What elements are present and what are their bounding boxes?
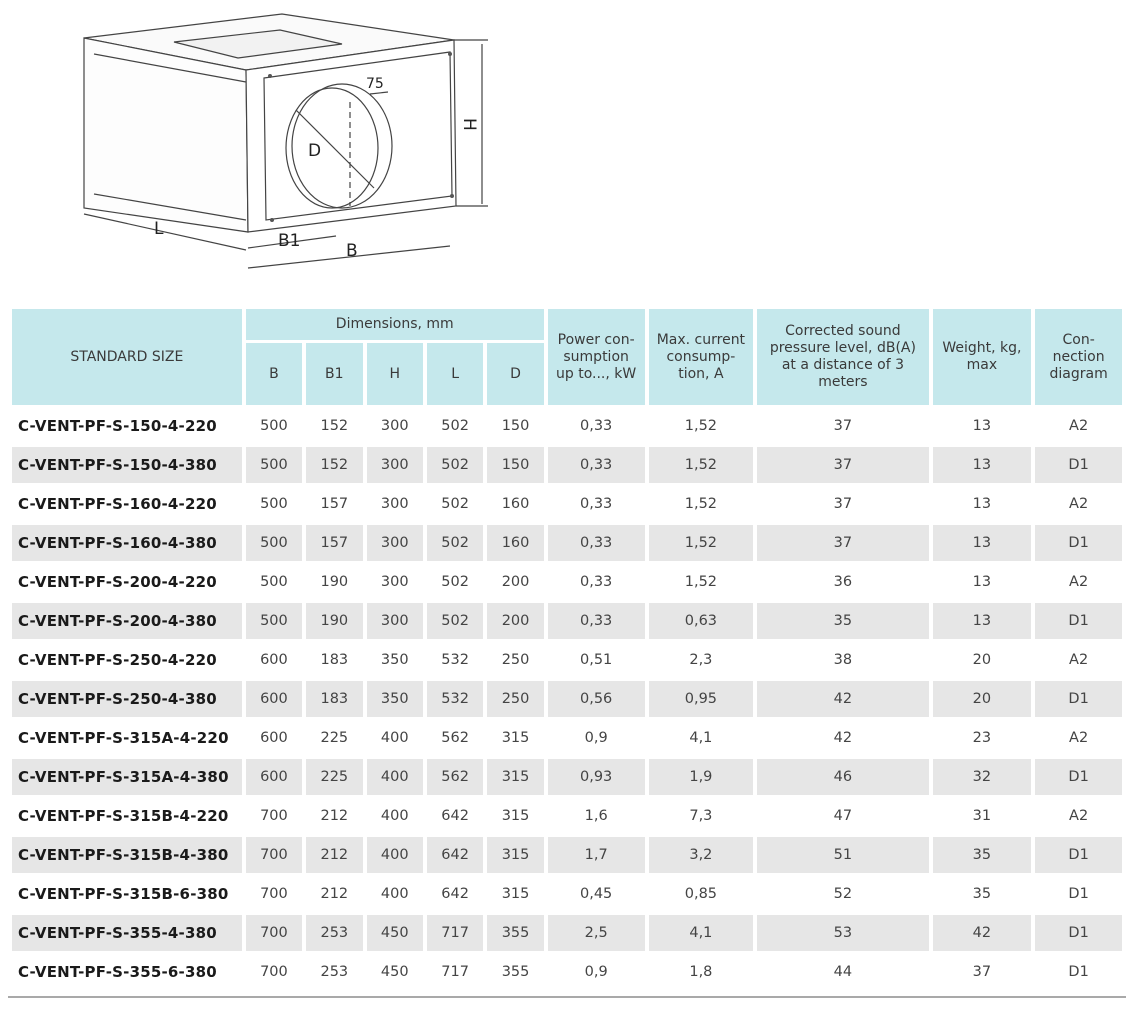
cell-power: 0,33 <box>548 486 645 522</box>
cell-power: 0,33 <box>548 447 645 483</box>
cell-name: C-VENT-PF-S-355-4-380 <box>12 915 242 951</box>
cell-h: 300 <box>367 486 423 522</box>
cell-weight: 13 <box>933 486 1032 522</box>
cell-d: 355 <box>487 954 543 990</box>
header-dimensions: Dimensions, mm <box>246 309 544 340</box>
cell-power: 0,9 <box>548 954 645 990</box>
cell-b: 500 <box>246 525 302 561</box>
cell-current: 1,52 <box>649 564 754 600</box>
cell-current: 2,3 <box>649 642 754 678</box>
cell-b: 600 <box>246 681 302 717</box>
cell-power: 0,33 <box>548 525 645 561</box>
cell-name: C-VENT-PF-S-160-4-380 <box>12 525 242 561</box>
cell-diagram: D1 <box>1035 876 1122 912</box>
cell-d: 250 <box>487 642 543 678</box>
cell-name: C-VENT-PF-S-200-4-220 <box>12 564 242 600</box>
cell-current: 0,63 <box>649 603 754 639</box>
cell-diagram: D1 <box>1035 954 1122 990</box>
cell-power: 0,56 <box>548 681 645 717</box>
cell-d: 315 <box>487 876 543 912</box>
cell-name: C-VENT-PF-S-315B-6-380 <box>12 876 242 912</box>
cell-name: C-VENT-PF-S-150-4-220 <box>12 408 242 444</box>
cell-name: C-VENT-PF-S-355-6-380 <box>12 954 242 990</box>
cell-d: 150 <box>487 447 543 483</box>
cell-l: 642 <box>427 798 483 834</box>
cell-h: 400 <box>367 876 423 912</box>
cell-sound: 36 <box>757 564 928 600</box>
cell-sound: 53 <box>757 915 928 951</box>
table-row <box>12 603 1122 639</box>
cell-b: 700 <box>246 798 302 834</box>
cell-weight: 35 <box>933 837 1032 873</box>
cell-diagram: D1 <box>1035 447 1122 483</box>
specification-table <box>8 306 1126 993</box>
cell-diagram: A2 <box>1035 486 1122 522</box>
cell-b1: 253 <box>306 954 362 990</box>
fan-box-drawing <box>70 10 500 285</box>
cell-diagram: A2 <box>1035 798 1122 834</box>
cell-name: C-VENT-PF-S-315A-4-220 <box>12 720 242 756</box>
cell-power: 1,6 <box>548 798 645 834</box>
cell-diagram: D1 <box>1035 837 1122 873</box>
cell-weight: 20 <box>933 642 1032 678</box>
cell-l: 562 <box>427 759 483 795</box>
cell-d: 160 <box>487 486 543 522</box>
cell-sound: 44 <box>757 954 928 990</box>
cell-b1: 152 <box>306 447 362 483</box>
cell-h: 400 <box>367 798 423 834</box>
cell-current: 0,95 <box>649 681 754 717</box>
table-row <box>12 798 1122 834</box>
cell-b: 600 <box>246 759 302 795</box>
cell-sound: 47 <box>757 798 928 834</box>
table-bottom-rule <box>8 996 1126 998</box>
cell-l: 502 <box>427 525 483 561</box>
header-power: Power con- sumption up to..., kW <box>548 309 645 405</box>
cell-weight: 13 <box>933 564 1032 600</box>
cell-b1: 225 <box>306 720 362 756</box>
cell-b1: 183 <box>306 642 362 678</box>
cell-l: 642 <box>427 837 483 873</box>
cell-b: 600 <box>246 642 302 678</box>
table-row <box>12 954 1122 990</box>
cell-h: 350 <box>367 642 423 678</box>
cell-b1: 212 <box>306 837 362 873</box>
cell-b1: 190 <box>306 564 362 600</box>
cell-b: 600 <box>246 720 302 756</box>
cell-l: 502 <box>427 408 483 444</box>
cell-current: 7,3 <box>649 798 754 834</box>
header-current: Max. current consump- tion, A <box>649 309 754 405</box>
cell-sound: 42 <box>757 681 928 717</box>
cell-d: 315 <box>487 798 543 834</box>
cell-b1: 157 <box>306 486 362 522</box>
cell-weight: 42 <box>933 915 1032 951</box>
header-dim-l: L <box>427 343 483 405</box>
cell-h: 300 <box>367 525 423 561</box>
cell-h: 300 <box>367 447 423 483</box>
cell-current: 4,1 <box>649 915 754 951</box>
table-row <box>12 564 1122 600</box>
cell-h: 450 <box>367 954 423 990</box>
cell-current: 1,52 <box>649 408 754 444</box>
cell-power: 0,9 <box>548 720 645 756</box>
cell-weight: 37 <box>933 954 1032 990</box>
cell-b: 500 <box>246 447 302 483</box>
cell-weight: 13 <box>933 603 1032 639</box>
cell-sound: 35 <box>757 603 928 639</box>
header-dim-d: D <box>487 343 543 405</box>
cell-h: 400 <box>367 720 423 756</box>
cell-sound: 42 <box>757 720 928 756</box>
cell-b: 500 <box>246 603 302 639</box>
cell-d: 150 <box>487 408 543 444</box>
cell-b: 500 <box>246 564 302 600</box>
cell-weight: 20 <box>933 681 1032 717</box>
cell-sound: 46 <box>757 759 928 795</box>
cell-d: 250 <box>487 681 543 717</box>
fan-box-svg <box>70 10 500 285</box>
cell-current: 3,2 <box>649 837 754 873</box>
cell-name: C-VENT-PF-S-315B-4-380 <box>12 837 242 873</box>
label-d: D <box>308 141 322 161</box>
cell-weight: 13 <box>933 447 1032 483</box>
cell-b: 500 <box>246 486 302 522</box>
cell-l: 502 <box>427 564 483 600</box>
cell-name: C-VENT-PF-S-250-4-220 <box>12 642 242 678</box>
cell-b1: 253 <box>306 915 362 951</box>
cell-b1: 212 <box>306 798 362 834</box>
cell-weight: 31 <box>933 798 1032 834</box>
cell-weight: 13 <box>933 408 1032 444</box>
cell-b1: 157 <box>306 525 362 561</box>
cell-d: 355 <box>487 915 543 951</box>
cell-weight: 13 <box>933 525 1032 561</box>
cell-power: 0,33 <box>548 408 645 444</box>
cell-weight: 23 <box>933 720 1032 756</box>
cell-l: 717 <box>427 954 483 990</box>
cell-name: C-VENT-PF-S-160-4-220 <box>12 486 242 522</box>
cell-b1: 212 <box>306 876 362 912</box>
header-standard-size: STANDARD SIZE <box>12 309 242 405</box>
cell-diagram: D1 <box>1035 915 1122 951</box>
cell-current: 4,1 <box>649 720 754 756</box>
cell-power: 0,33 <box>548 603 645 639</box>
cell-name: C-VENT-PF-S-150-4-380 <box>12 447 242 483</box>
cell-h: 300 <box>367 564 423 600</box>
cell-diagram: D1 <box>1035 759 1122 795</box>
cell-b: 700 <box>246 837 302 873</box>
label-flange: 75 <box>366 76 384 92</box>
cell-b: 700 <box>246 915 302 951</box>
cell-diagram: D1 <box>1035 525 1122 561</box>
cell-h: 400 <box>367 759 423 795</box>
table-row <box>12 408 1122 444</box>
cell-diagram: A2 <box>1035 408 1122 444</box>
cell-diagram: D1 <box>1035 603 1122 639</box>
cell-l: 717 <box>427 915 483 951</box>
cell-current: 1,52 <box>649 447 754 483</box>
cell-l: 562 <box>427 720 483 756</box>
cell-b1: 152 <box>306 408 362 444</box>
table-row <box>12 642 1122 678</box>
cell-name: C-VENT-PF-S-250-4-380 <box>12 681 242 717</box>
cell-l: 502 <box>427 447 483 483</box>
header-sound: Corrected sound pressure level, dB(A) at a distance of 3 meters <box>757 309 928 405</box>
table-row <box>12 837 1122 873</box>
cell-current: 0,85 <box>649 876 754 912</box>
cell-l: 502 <box>427 603 483 639</box>
label-l: L <box>154 219 164 239</box>
cell-weight: 32 <box>933 759 1032 795</box>
cell-l: 532 <box>427 642 483 678</box>
label-b: B <box>346 241 358 261</box>
cell-power: 0,51 <box>548 642 645 678</box>
cell-b1: 183 <box>306 681 362 717</box>
cell-current: 1,9 <box>649 759 754 795</box>
cell-power: 0,33 <box>548 564 645 600</box>
cell-current: 1,52 <box>649 486 754 522</box>
cell-l: 642 <box>427 876 483 912</box>
cell-d: 200 <box>487 564 543 600</box>
header-dim-b1: B1 <box>306 343 362 405</box>
cell-sound: 51 <box>757 837 928 873</box>
cell-b1: 225 <box>306 759 362 795</box>
cell-l: 532 <box>427 681 483 717</box>
table-row <box>12 447 1122 483</box>
cell-power: 2,5 <box>548 915 645 951</box>
label-h: H <box>459 118 479 131</box>
label-b1: B1 <box>278 231 301 251</box>
cell-power: 1,7 <box>548 837 645 873</box>
cell-diagram: A2 <box>1035 642 1122 678</box>
cell-diagram: A2 <box>1035 564 1122 600</box>
table-row <box>12 759 1122 795</box>
header-weight: Weight, kg, max <box>933 309 1032 405</box>
table-row <box>12 915 1122 951</box>
cell-d: 315 <box>487 759 543 795</box>
cell-h: 350 <box>367 681 423 717</box>
cell-h: 300 <box>367 408 423 444</box>
table-row <box>12 720 1122 756</box>
cell-sound: 52 <box>757 876 928 912</box>
cell-sound: 37 <box>757 408 928 444</box>
cell-weight: 35 <box>933 876 1032 912</box>
cell-h: 450 <box>367 915 423 951</box>
table-row <box>12 525 1122 561</box>
cell-d: 200 <box>487 603 543 639</box>
cell-name: C-VENT-PF-S-315B-4-220 <box>12 798 242 834</box>
header-dim-h: H <box>367 343 423 405</box>
header-diagram: Con- nection diagram <box>1035 309 1122 405</box>
table-row <box>12 876 1122 912</box>
cell-power: 0,45 <box>548 876 645 912</box>
cell-power: 0,93 <box>548 759 645 795</box>
cell-sound: 37 <box>757 447 928 483</box>
cell-current: 1,8 <box>649 954 754 990</box>
cell-current: 1,52 <box>649 525 754 561</box>
cell-b: 500 <box>246 408 302 444</box>
cell-sound: 37 <box>757 525 928 561</box>
cell-d: 160 <box>487 525 543 561</box>
cell-d: 315 <box>487 720 543 756</box>
table-row <box>12 486 1122 522</box>
cell-h: 300 <box>367 603 423 639</box>
cell-name: C-VENT-PF-S-200-4-380 <box>12 603 242 639</box>
table-row <box>12 681 1122 717</box>
cell-diagram: D1 <box>1035 681 1122 717</box>
cell-diagram: A2 <box>1035 720 1122 756</box>
header-dim-b: B <box>246 343 302 405</box>
cell-d: 315 <box>487 837 543 873</box>
cell-h: 400 <box>367 837 423 873</box>
cell-sound: 37 <box>757 486 928 522</box>
cell-b1: 190 <box>306 603 362 639</box>
cell-sound: 38 <box>757 642 928 678</box>
cell-name: C-VENT-PF-S-315A-4-380 <box>12 759 242 795</box>
cell-l: 502 <box>427 486 483 522</box>
cell-b: 700 <box>246 954 302 990</box>
cell-b: 700 <box>246 876 302 912</box>
